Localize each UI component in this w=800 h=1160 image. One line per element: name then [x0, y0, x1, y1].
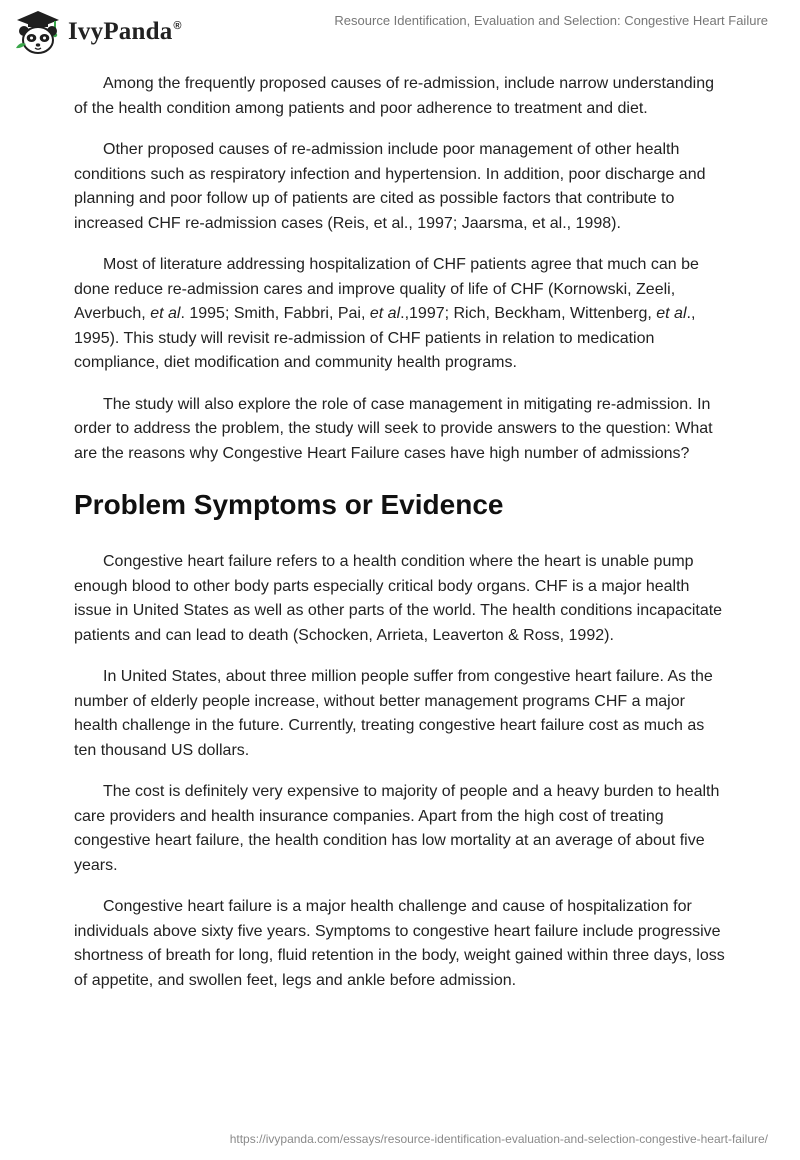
section-heading: Problem Symptoms or Evidence — [74, 489, 504, 520]
paragraph-5: Congestive heart failure refers to a health condition where the heart is unable pump enough blood to other body parts especially critical body organs. CHF is a major health issue in United States as well as other parts of the world. The health conditions incapacitate patients and can lead to death (Schocken, Arrieta, Leaverton & Ross, 1992). — [74, 553, 723, 644]
source-url-link[interactable]: https://ivypanda.com/essays/resource-identification-evaluation-and-selection-congestive-heart-failure/ — [229, 1132, 768, 1146]
paragraph-3 — [74, 253, 726, 376]
paragraph-7: The cost is definitely very expensive to majority of people and a heavy burden to health care providers and health insurance companies. Apart from the high cost of treating congestive heart failure, the health condition has low mortality at an average of about five years. — [74, 783, 720, 874]
registered-mark: ® — [173, 20, 182, 32]
paragraph-3-text-b: . 1995; Smith, Fabbri, Pai, — [180, 305, 370, 322]
brand-logo[interactable] — [14, 8, 182, 56]
panda-graduate-icon — [14, 8, 62, 56]
et-al-1: et al — [150, 305, 181, 322]
paragraph-2: Other proposed causes of re-admission include poor management of other health conditions such as respiratory infection and hypertension. In addition, poor discharge and planning and poor follow up of patients are cited as possible factors that contribute to increased CHF re-admission cases (Reis, et al., 1997; Jaarsma, et al., 1998). — [74, 141, 706, 232]
paragraph-8: Congestive heart failure is a major health challenge and cause of hospitalization for individuals above sixty five years. Symptoms to congestive heart failure include progressive shortness of breath for long, fluid retention in the body, weight gained within three days, loss of appetite, and swollen feet, legs and ankle before admission. — [74, 898, 725, 989]
document-title: Resource Identification, Evaluation and Selection: Congestive Heart Failure — [334, 13, 768, 28]
paragraph-6: In United States, about three million people suffer from congestive heart failure. As the number of elderly people increase, without better management programs CHF a major health challenge in the future. Currently, treating congestive heart failure cost as much as ten thousand US dollars. — [74, 668, 713, 759]
paragraph-3-text-d: ., 1995). This study will revisit re-admission of CHF patients in relation to medication compliance, diet modification and community health programs. — [74, 305, 696, 371]
paragraph-3-text-c: .,1997; Rich, Beckham, Wittenberg, — [400, 305, 657, 322]
article-body — [74, 72, 726, 1010]
brand-name: IvyPanda® — [68, 18, 182, 45]
paragraph-3-text-a: Most of literature addressing hospitalization of CHF patients agree that much can be done reduce re-admission cares and improve quality of life of CHF (Kornowski, Zeeli, Averbuch, — [74, 256, 699, 322]
paragraph-4: The study will also explore the role of case management in mitigating re-admission. In order to address the problem, the study will seek to provide answers to the question: What are the reasons why Congestive Heart Failure cases have high number of admissions? — [74, 395, 713, 462]
page-header — [0, 0, 800, 60]
paragraph-1: Among the frequently proposed causes of re-admission, include narrow understanding of the health condition among patients and poor adherence to treatment and diet. — [74, 75, 715, 117]
et-al-3: et al — [656, 305, 687, 322]
et-al-2: et al — [369, 305, 401, 322]
